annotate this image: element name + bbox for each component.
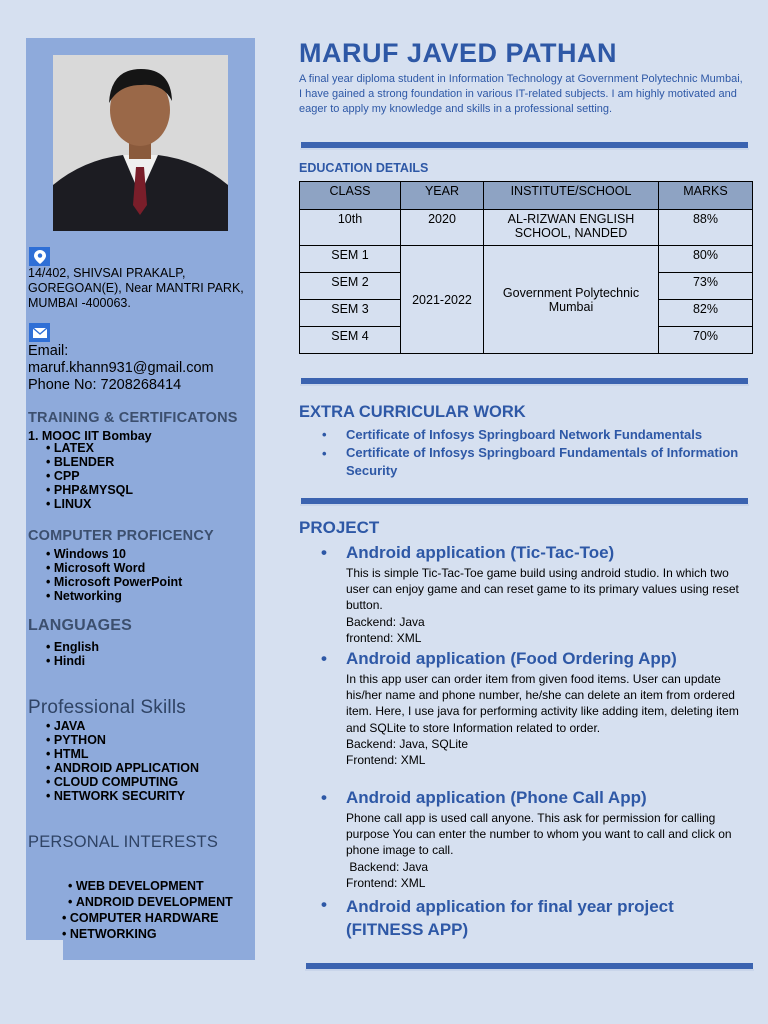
table-row — [300, 246, 753, 273]
list-item: • JAVA — [46, 719, 199, 733]
list-item: • HTML — [46, 747, 199, 761]
list-item: • BLENDER — [46, 455, 133, 469]
list-item: • ANDROID APPLICATION — [46, 761, 199, 775]
table-header-row — [300, 182, 753, 210]
project-item-title: Android application (Tic-Tac-Toe) — [346, 543, 615, 562]
list-item: Certificate of Infosys Springboard Fundamentals of Information Security — [346, 445, 739, 478]
project-item-title: Android application (Food Ordering App) — [346, 649, 677, 668]
bullet: • — [321, 895, 327, 914]
table-cell: SEM 1 — [300, 246, 401, 273]
languages-heading: LANGUAGES — [28, 617, 133, 634]
table-cell: SEM 3 — [300, 300, 401, 327]
bullet: • — [322, 427, 327, 442]
location-pin-icon — [29, 247, 50, 266]
computer-heading: COMPUTER PROFICENCY — [28, 528, 214, 544]
list-item: Certificate of Infosys Springboard Network Fundamentals — [346, 427, 703, 442]
list-item: • COMPUTER HARDWARE — [62, 910, 233, 926]
project-item-title: Android application (Phone Call App) — [346, 788, 647, 807]
project-line: This is simple Tic-Tac-Toe game build using android studio. In which two user can enjoy game and can reset game to its primary values using reset button. — [346, 566, 739, 613]
table-cell: SEM 2 — [300, 273, 401, 300]
column-header: INSTITUTE/SCHOOL — [484, 182, 659, 210]
list-item: • WEB DEVELOPMENT — [62, 878, 233, 894]
column-header: CLASS — [300, 182, 401, 210]
computer-list — [46, 547, 182, 603]
education-title: EDUCATION DETAILS — [299, 161, 429, 175]
profile-photo — [53, 55, 228, 231]
column-header: YEAR — [401, 182, 484, 210]
table-cell: SEM 4 — [300, 327, 401, 354]
email-label: Email: — [28, 343, 69, 359]
table-cell: 10th — [300, 210, 401, 246]
training-heading: TRAINING & CERTIFICATONS — [28, 410, 238, 426]
table-cell: 2021-2022 — [401, 246, 484, 354]
project-item-title: Android application for final year project (FITNESS APP) — [346, 897, 674, 939]
table-cell: AL-RIZWAN ENGLISH SCHOOL, NANDED — [484, 210, 659, 246]
section-divider — [305, 962, 754, 971]
list-item: • Microsoft PowerPoint — [46, 575, 182, 589]
interests-list — [62, 878, 233, 942]
person-name: MARUF JAVED PATHAN — [299, 38, 617, 68]
list-item: • LATEX — [46, 441, 133, 455]
list-item: • CLOUD COMPUTING — [46, 775, 199, 789]
column-header: MARKS — [659, 182, 753, 210]
envelope-icon — [29, 323, 50, 342]
languages-list — [46, 640, 99, 668]
bullet: • — [321, 649, 327, 668]
bullet: • — [322, 446, 327, 461]
table-cell: 2020 — [401, 210, 484, 246]
project-line: frontend: XML — [346, 630, 422, 645]
address: 14/402, SHIVSAI PRAKALP, GOREGOAN(E), Near MANTRI PARK, MUMBAI -400063. — [28, 266, 244, 310]
project-item-body — [346, 671, 746, 768]
project-item-body — [346, 810, 746, 891]
list-item: • LINUX — [46, 497, 133, 511]
section-divider — [300, 497, 749, 506]
skills-heading: Professional Skills — [28, 697, 186, 718]
list-item: • Hindi — [46, 654, 99, 668]
table-cell: 73% — [659, 273, 753, 300]
project-item-body — [346, 565, 746, 646]
list-item: • PHP&MYSQL — [46, 483, 133, 497]
email: maruf.khann931@gmail.com — [28, 360, 214, 376]
education-table — [299, 181, 753, 354]
table-cell: 82% — [659, 300, 753, 327]
project-line: Backend: Java — [346, 614, 425, 629]
project-line: Phone call app is used call anyone. This ask for permission for calling purpose You can enter the number to whom you want to call and click on phone image to call. — [346, 811, 732, 858]
project-title: PROJECT — [299, 518, 380, 537]
table-cell: Government Polytechnic Mumbai — [484, 246, 659, 354]
list-item: • CPP — [46, 469, 133, 483]
sidebar-notch — [26, 940, 63, 960]
section-divider — [300, 377, 749, 386]
training-org: 1. MOOC IIT Bombay — [28, 429, 152, 443]
table-cell: 70% — [659, 327, 753, 354]
interests-heading: PERSONAL INTERESTS — [28, 833, 219, 851]
section-divider — [300, 141, 749, 150]
training-list — [46, 441, 133, 511]
list-item: • ANDROID DEVELOPMENT — [62, 894, 233, 910]
table-cell: 88% — [659, 210, 753, 246]
list-item: • Networking — [46, 589, 182, 603]
skills-list — [46, 719, 199, 803]
bullet: • — [321, 788, 327, 807]
contact-block — [28, 343, 254, 394]
project-line: Frontend: XML — [346, 753, 426, 768]
project-line: Frontend: XML — [346, 875, 426, 890]
project-line: Backend: Java, SQLite — [346, 736, 469, 751]
list-item: • English — [46, 640, 99, 654]
list-item: • PYTHON — [46, 733, 199, 747]
table-cell: 80% — [659, 246, 753, 273]
intro-summary: A final year diploma student in Information Technology at Government Polytechnic Mumbai, I have gained a strong foundation in various IT-related subjects. I am highly motivated and eager to apply my knowledge and skills in a professional setting. — [299, 73, 743, 115]
project-line: In this app user can order item from given food items. User can update his/her name and phone number, he/she can delete an item from ordered item. Here, I use java for performing activity like adding item, deleting item and SQLite to store Information related to order. — [346, 672, 739, 735]
extra-list — [346, 426, 746, 480]
extra-title: EXTRA CURRICULAR WORK — [299, 403, 526, 421]
list-item: • NETWORK SECURITY — [46, 789, 199, 803]
bullet: • — [321, 543, 327, 562]
phone: Phone No: 7208268414 — [28, 377, 182, 393]
list-item: • Windows 10 — [46, 547, 182, 561]
list-item: • Microsoft Word — [46, 561, 182, 575]
table-row — [300, 210, 753, 246]
project-line: Backend: Java — [346, 859, 429, 874]
list-item: • NETWORKING — [62, 926, 233, 942]
